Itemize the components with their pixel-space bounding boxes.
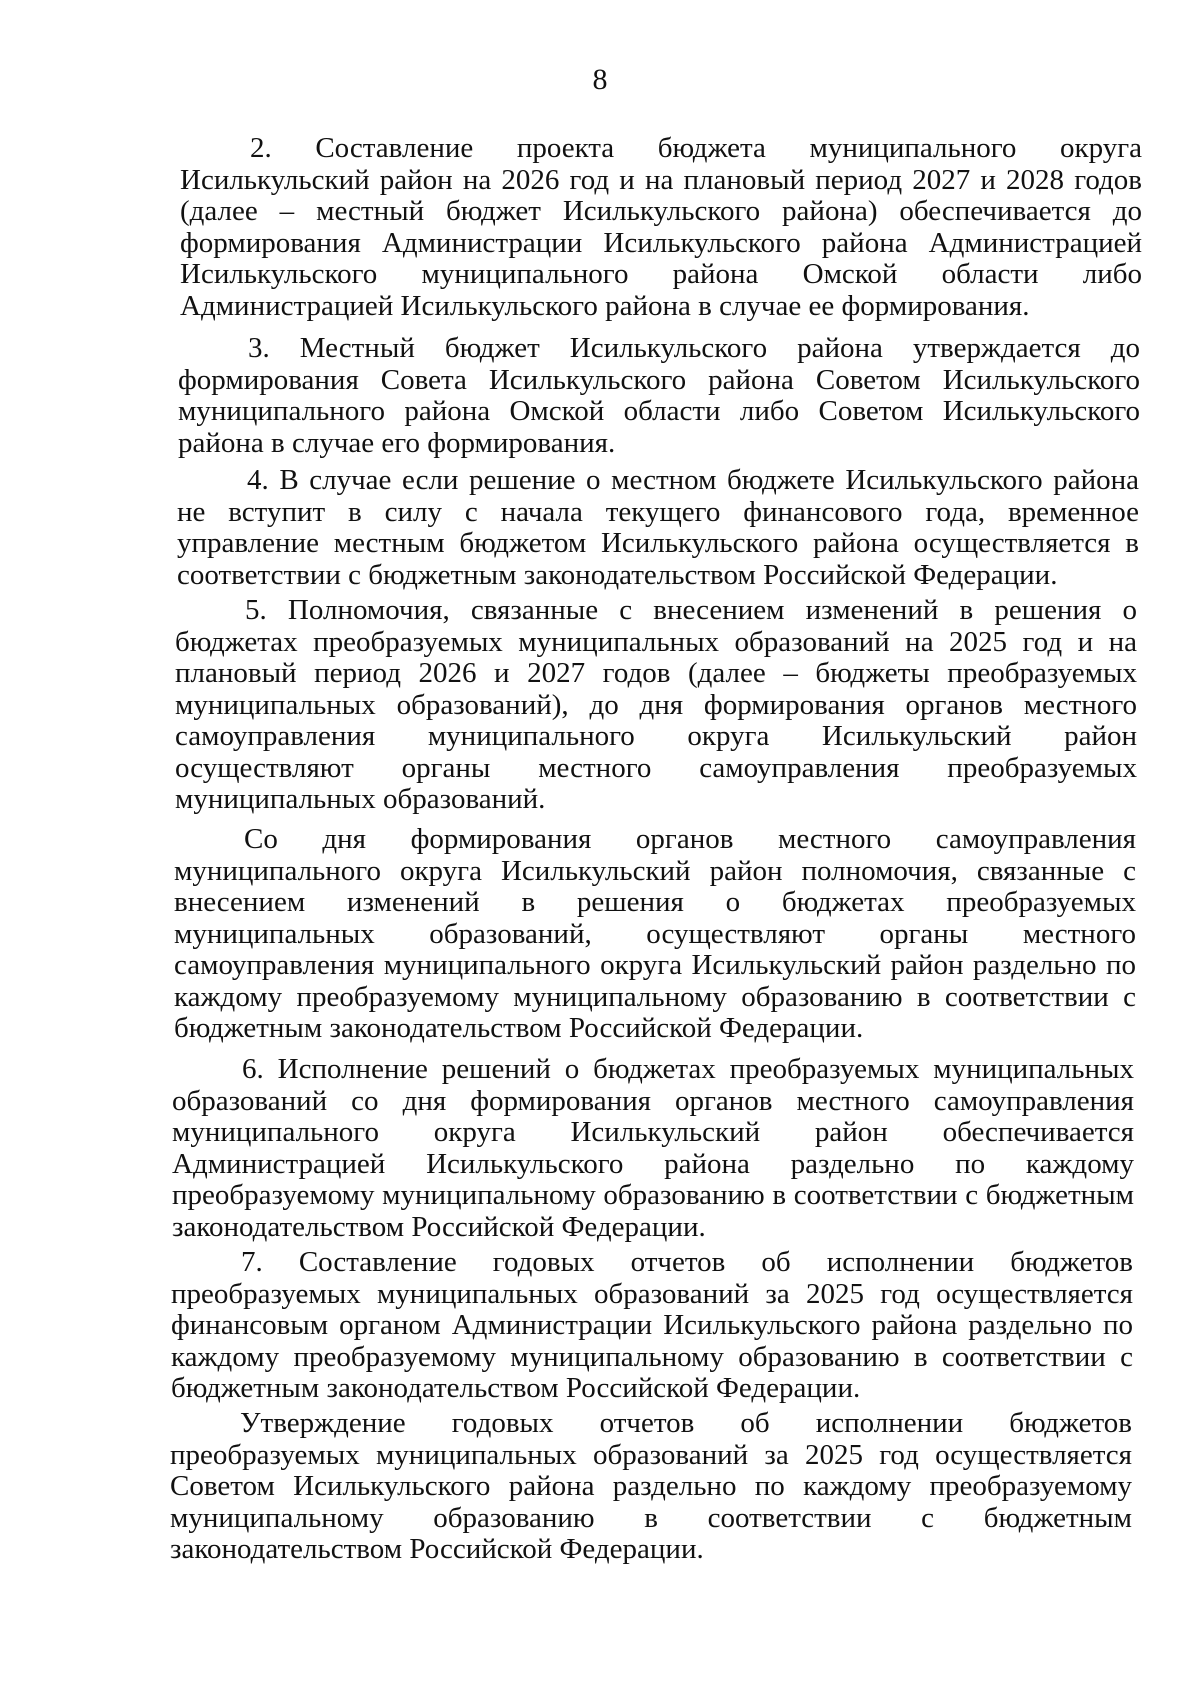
paragraph-3: 3. Местный бюджет Исилькульского района утверждается до формирования Совета Исилькульского района Советом Исилькульского муниципального района Омской области либо Советом Исилькульского района в случае его формирования. [178, 332, 1140, 459]
paragraph-4: 4. В случае если решение о местном бюджете Исилькульского района не вступит в силу с начала текущего финансового года, временное управление местным бюджетом Исилькульского района осуществляется в соответствии с бюджетным законодательством Российской Федерации. [177, 464, 1139, 591]
paragraph-7-continued: Утверждение годовых отчетов об исполнении бюджетов преобразуемых муниципальных образований за 2025 год осуществляется Советом Исилькульского района раздельно по каждому преобразуемому муниципальному образованию в соответствии с бюджетным законодательством Российской Федерации. [170, 1407, 1132, 1565]
paragraph-7: 7. Составление годовых отчетов об исполнении бюджетов преобразуемых муниципальных образований за 2025 год осуществляется финансовым органом Администрации Исилькульского района раздельно по каждому преобразуемому муниципальному образованию в соответствии с бюджетным законодательством Российской Федерации. [171, 1246, 1133, 1404]
paragraph-2: 2. Составление проекта бюджета муниципального округа Исилькульский район на 2026 год и на плановый период 2027 и 2028 годов (далее – местный бюджет Исилькульского района) обеспечивается до формирования Администрации Исилькульского района Администрацией Исилькульского муниципального района Омской области либо Администрацией Исилькульского района в случае ее формирования. [180, 132, 1142, 322]
page-number: 8 [592, 63, 608, 96]
paragraph-5-continued: Со дня формирования органов местного самоуправления муниципального округа Исилькульский район полномочия, связанные с внесением изменений в решения о бюджетах преобразуемых муниципальных образований, осуществляют органы местного самоуправления муниципального округа Исилькульский район раздельно по каждому преобразуемому муниципальному образованию в соответствии с бюджетным законодательством Российской Федерации. [174, 823, 1136, 1044]
paragraph-5: 5. Полномочия, связанные с внесением изменений в решения о бюджетах преобразуемых муниципальных образований на 2025 год и на плановый период 2026 и 2027 годов (далее – бюджеты преобразуемых муниципальных образований), до дня формирования органов местного самоуправления муниципального округа Исилькульский район осуществляют органы местного самоуправления преобразуемых муниципальных образований. [175, 594, 1137, 815]
paragraph-6: 6. Исполнение решений о бюджетах преобразуемых муниципальных образований со дня формирования органов местного самоуправления муниципального округа Исилькульский район обеспечивается Администрацией Исилькульского района раздельно по каждому преобразуемому муниципальному образованию в соответствии с бюджетным законодательством Российской Федерации. [172, 1053, 1134, 1243]
